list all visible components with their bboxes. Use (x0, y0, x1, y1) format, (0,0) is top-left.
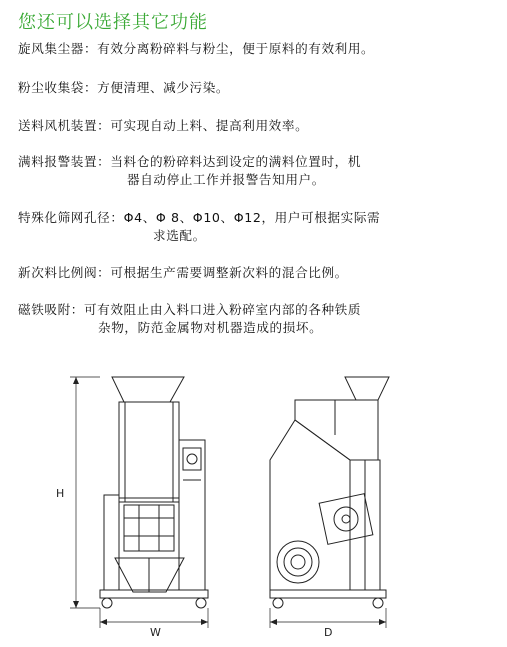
feature-desc: 方便清理、减少污染。 (97, 80, 230, 95)
feature-magnetic-attraction (18, 301, 361, 337)
feature-desc: 可实现自动上料、提高利用效率。 (110, 118, 309, 133)
feature-desc-continued: 杂物，防范金属物对机器造成的损坏。 (98, 320, 323, 335)
feature-desc: 当料仓的粉碎料达到设定的满料位置时，机 (110, 154, 362, 169)
feature-desc: 有效分离粉碎料与粉尘，便于原料的有效利用。 (97, 41, 375, 56)
feature-special-screen-aperture (18, 209, 380, 245)
dimension-depth-label: D (324, 626, 333, 639)
feature-term: 粉尘收集袋： (18, 80, 98, 95)
side-view-drawing (270, 377, 389, 628)
feature-term: 新次料比例阀： (18, 265, 111, 280)
machine-drawings (0, 340, 507, 647)
feature-full-material-alarm (18, 153, 361, 189)
section-title: 您还可以选择其它功能 (18, 12, 208, 33)
feature-term: 满料报警装置： (18, 154, 111, 169)
feature-desc: Φ4、Φ 8、Φ10、Φ12，用户可根据实际需 (123, 210, 381, 225)
feature-desc-continued: 求选配。 (153, 228, 206, 243)
front-view-drawing (70, 377, 208, 628)
feature-desc: 可有效阻止由入料口进入粉碎室内部的各种铁质 (83, 302, 362, 317)
feature-term: 特殊化筛网孔径： (18, 210, 124, 225)
feature-ratio-valve (18, 264, 348, 282)
feature-term: 磁铁吸附： (18, 302, 84, 317)
feature-desc: 可根据生产需要调整新次料的混合比例。 (110, 265, 348, 280)
feature-term: 送料风机装置： (18, 118, 111, 133)
dimension-height-label: H (56, 487, 65, 500)
feature-feeding-blower (18, 117, 308, 135)
feature-desc-continued: 器自动停止工作并报警告知用户。 (127, 172, 325, 187)
feature-term: 旋风集尘器： (18, 41, 98, 56)
dimension-width-label: W (150, 626, 161, 639)
feature-cyclone-dust-collector (18, 40, 374, 58)
feature-dust-bag (18, 79, 229, 97)
